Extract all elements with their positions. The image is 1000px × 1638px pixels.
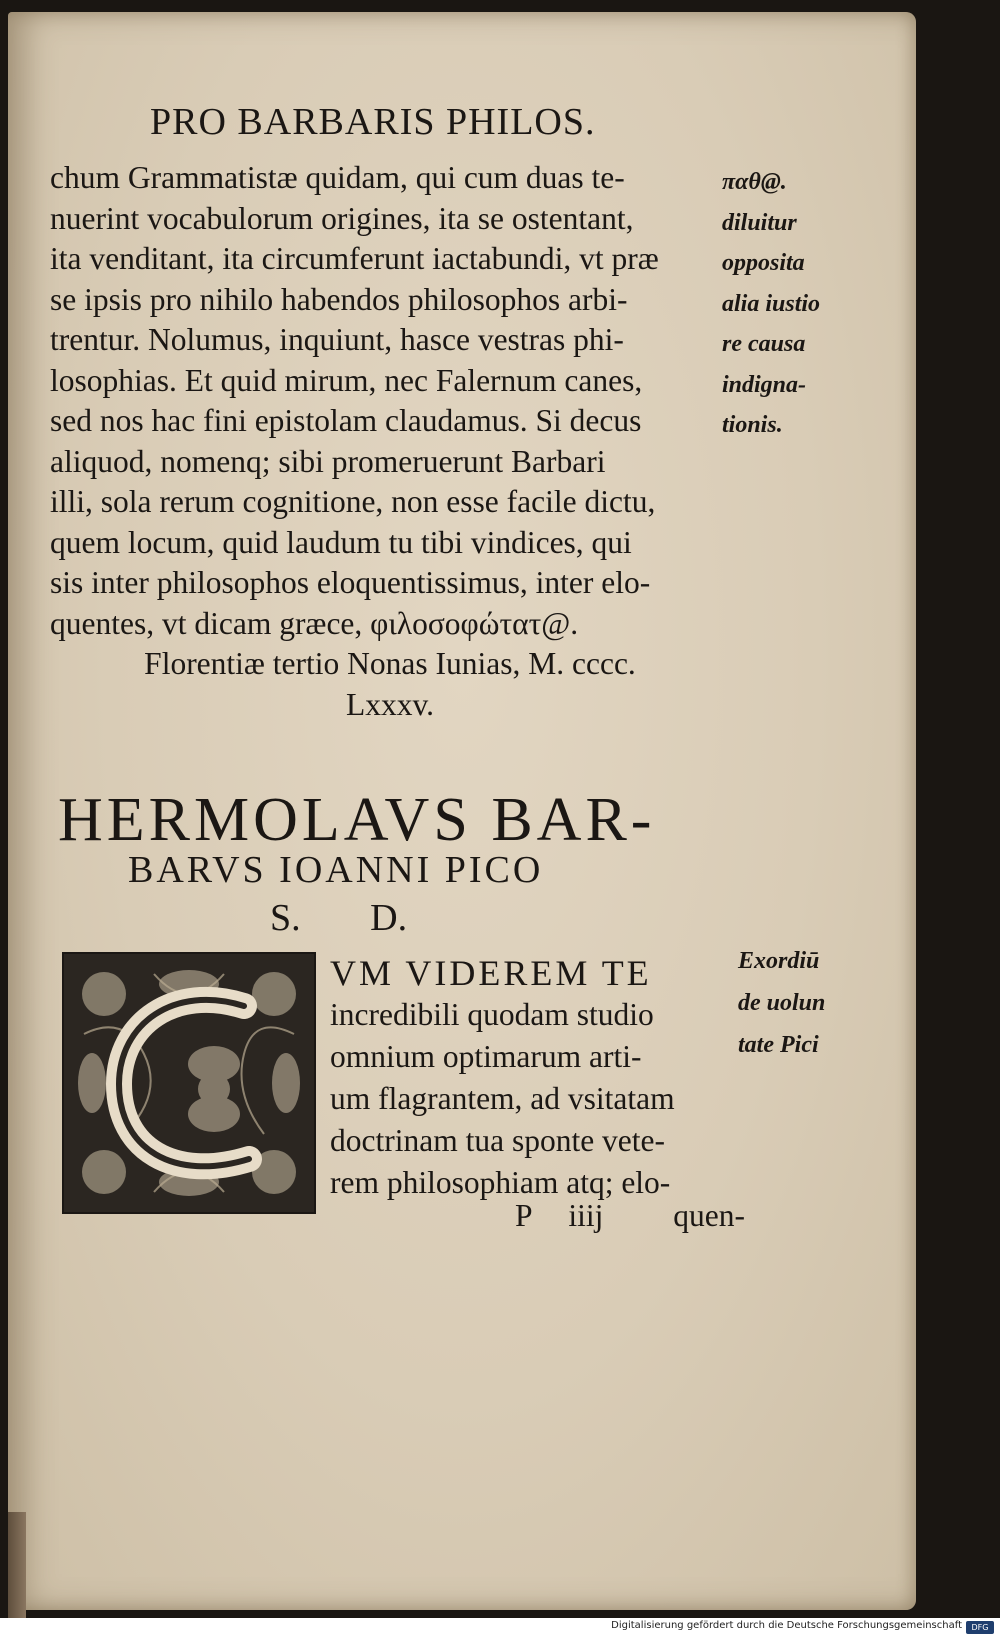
letter-heading-subtitle: BARVS IOANNI PICO: [128, 849, 544, 891]
text-line: losophias. Et quid mirum, nec Falernum canes,: [50, 362, 643, 398]
letter-first-line: VM VIDEREM TE: [330, 953, 652, 993]
date-line: Florentiæ tertio Nonas Iunias, M. cccc.: [144, 646, 636, 681]
footer-bar: [0, 1618, 1000, 1638]
salutation-s: S.: [270, 897, 301, 939]
date-line: Lxxxv.: [345, 686, 435, 722]
text-line: omnium optimarum arti-: [330, 1039, 642, 1074]
text-line: um flagrantem, ad vsitatam: [330, 1081, 675, 1116]
text-line: rem philosophiam atq; elo-: [330, 1165, 671, 1200]
signature-number: iiij: [568, 1198, 604, 1233]
text-line: sis inter philosophos eloquentissimus, inter elo-: [50, 565, 651, 600]
marginal-note: Exordiū: [738, 948, 820, 974]
marginal-note: alia iustio: [722, 290, 821, 317]
woodcut-initial-icon: [64, 954, 314, 1212]
text-line: se ipsis pro nihilo habendos philosophos arbi-: [50, 281, 628, 317]
spine-edge: [8, 1512, 26, 1622]
text-line: ita venditant, ita circumferunt iactabundi, vt præ: [50, 241, 659, 276]
text-line: quentes, vt dicam græce, φιλοσοφώτατ@.: [50, 605, 579, 641]
catchword: quen-: [673, 1198, 746, 1233]
letter-heading-salutation: [270, 896, 407, 940]
text-line: quem locum, quid laudum tu tibi vindices, qui: [50, 524, 632, 560]
signature-line: [515, 1198, 745, 1234]
signature-mark: P: [515, 1198, 533, 1233]
salutation-d: D.: [370, 897, 408, 939]
dfg-logo: DFG: [966, 1621, 994, 1634]
body-text: [50, 158, 730, 725]
text-line: incredibili quodam studio: [330, 997, 654, 1032]
marginal-note: tate Pici: [738, 1032, 819, 1058]
running-head: PRO BARBARIS PHILOS.: [150, 101, 596, 143]
text-line: illi, sola rerum cognitione, non esse facile dictu,: [50, 484, 656, 519]
text-line: nuerint vocabulorum origines, ita se ostentant,: [50, 200, 634, 236]
footer-credit: Digitalisierung gefördert durch die Deutsche Forschungsgemeinschaft: [611, 1620, 962, 1631]
text-line: trentur. Nolumus, inquiunt, hasce vestras phi-: [50, 322, 624, 357]
marginal-note: diluitur: [722, 209, 797, 236]
marginal-note: tionis.: [722, 412, 783, 438]
marginal-note: de uolun: [738, 990, 826, 1016]
letter-text: [330, 952, 730, 1204]
text-line: chum Grammatistæ quidam, qui cum duas te-: [50, 160, 625, 195]
marginal-note: παθ@.: [722, 169, 787, 195]
letter-heading-title: HERMOLAVS BAR-: [58, 786, 656, 854]
text-line: sed nos hac fini epistolam claudamus. Si decus: [50, 403, 642, 438]
marginal-notes-top: [722, 162, 872, 446]
marginal-note: re causa: [722, 331, 806, 357]
decorated-initial-c: [62, 952, 316, 1214]
marginal-note: opposita: [722, 250, 805, 276]
marginal-notes-bottom: [738, 940, 878, 1066]
text-line: aliquod, nomenq; sibi promeruerunt Barbari: [50, 443, 606, 479]
text-line: doctrinam tua sponte vete-: [330, 1123, 666, 1158]
marginal-note: indigna-: [722, 371, 807, 398]
